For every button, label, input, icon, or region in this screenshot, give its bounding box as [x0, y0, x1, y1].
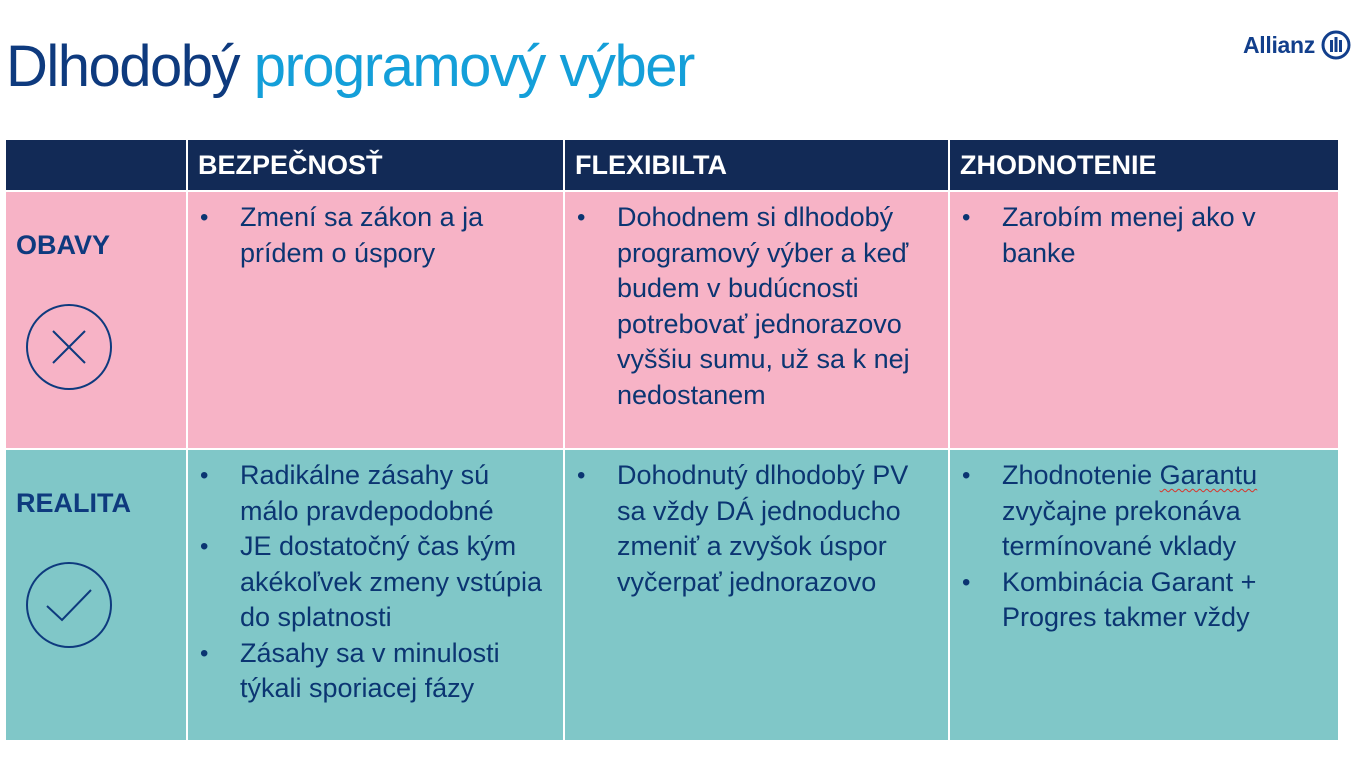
- list-item: • JE dostatočný čas kým akékoľvek zmeny vstúpia do splatnosti: [198, 529, 555, 636]
- table-row-obavy: [5, 191, 1339, 449]
- list-item: • Kombinácia Garant + Progres takmer vždy: [960, 565, 1330, 636]
- cell-obavy-zhodnotenie: [949, 191, 1339, 449]
- list-item: [960, 458, 1330, 565]
- allianz-logo: [1243, 28, 1351, 62]
- list-item: • Zásahy sa v minulosti týkali sporiacej fázy: [198, 636, 555, 707]
- title-dark-part: Dlhodobý: [6, 34, 240, 99]
- bullet-list: [188, 192, 563, 271]
- row-label-cell-obavy: [5, 191, 187, 449]
- list-item-text-end: zvyčajne prekonáva termínované vklady: [1002, 495, 1241, 561]
- table-row-realita: [5, 449, 1339, 741]
- cell-realita-bezpecnost: [187, 449, 564, 741]
- cell-obavy-flexibilita: [564, 191, 949, 449]
- spellcheck-word: Garantu: [1159, 460, 1258, 490]
- row-label-realita: REALITA: [16, 488, 131, 518]
- bullet-list: [950, 192, 1338, 271]
- cell-realita-zhodnotenie: [949, 449, 1339, 741]
- checkmark-circle-icon: [24, 560, 114, 650]
- row-label-cell-realita: [5, 449, 187, 741]
- cell-obavy-bezpecnost: [187, 191, 564, 449]
- list-item: • Dohodnem si dlhodobý programový výber a keď budem v budúcnosti potrebovať jednorazovo vyššiu sumu, už sa k nej nedostanem: [575, 200, 940, 413]
- slide-title: [6, 32, 694, 102]
- cell-realita-flexibilita: [564, 449, 949, 741]
- logo-text: Allianz: [1242, 31, 1315, 58]
- header-flexibilita: FLEXIBILTA: [564, 139, 949, 191]
- row-label-obavy: OBAVY: [16, 230, 111, 260]
- list-item-text-start: Zhodnotenie: [1002, 460, 1153, 490]
- bullet-list: [565, 192, 948, 413]
- list-item: • Dohodnutý dlhodobý PV sa vždy DÁ jednoducho zmeniť a zvyšok úspor vyčerpať jednorazovo: [575, 458, 940, 600]
- title-light-part: programový výber: [253, 34, 694, 99]
- header-corner-cell: [5, 139, 187, 191]
- list-item: • Zarobím menej ako v banke: [960, 200, 1330, 271]
- bullet-list: [565, 450, 948, 600]
- x-circle-icon: [24, 302, 114, 392]
- comparison-table: [4, 138, 1340, 742]
- list-item: • Zmení sa zákon a ja prídem o úspory: [198, 200, 555, 271]
- bullet-list: [950, 450, 1338, 636]
- table-header-row: [5, 139, 1339, 191]
- header-zhodnotenie: ZHODNOTENIE: [949, 139, 1339, 191]
- list-item: • Radikálne zásahy sú málo pravdepodobné: [198, 458, 555, 529]
- header-bezpecnost: BEZPEČNOSŤ: [187, 139, 564, 191]
- bullet-list: [188, 450, 563, 707]
- allianz-eagle-icon: [1321, 30, 1351, 60]
